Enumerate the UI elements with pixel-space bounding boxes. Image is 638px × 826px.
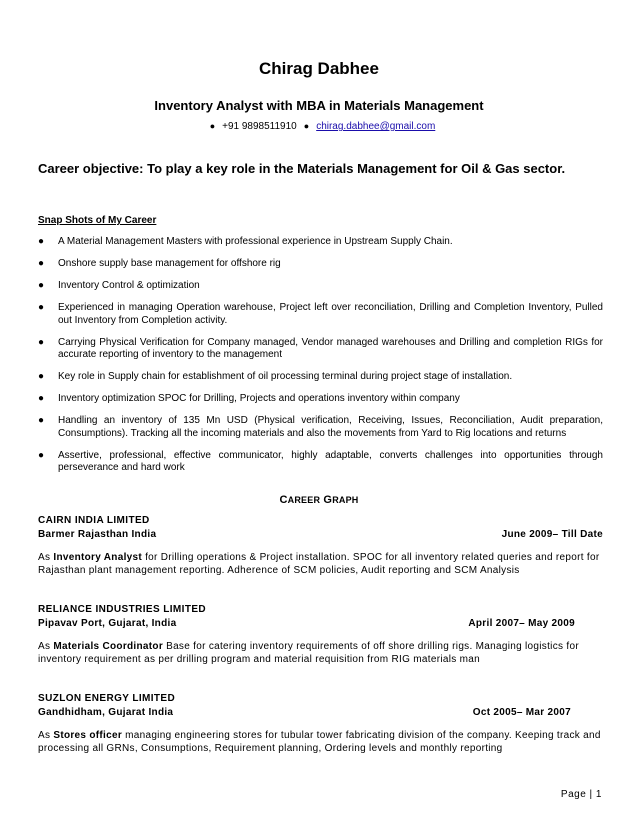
job-entry-cairn	[38, 514, 603, 577]
bullet-icon: ●	[38, 449, 45, 461]
candidate-subtitle: Inventory Analyst with MBA in Materials Management	[154, 98, 484, 113]
candidate-name: Chirag Dabhee	[259, 59, 379, 78]
career-objective: Career objective: To play a key role in the Materials Management for Oil & Gas sector.	[38, 161, 566, 176]
snapshot-list	[38, 236, 603, 484]
bullet-icon: ●	[38, 415, 45, 426]
bullet-icon: ●	[38, 371, 45, 382]
job-location-row	[38, 706, 603, 720]
bullet-icon: ●	[38, 393, 45, 404]
company-name: SUZLON ENERGY LIMITED	[38, 693, 176, 704]
job-role: Materials Coordinator	[53, 641, 164, 652]
list-item: ● Onshore supply base management for offshore rig	[38, 258, 281, 269]
bullet-icon: ●	[38, 280, 45, 291]
job-location: Gandhidham, Gujarat India	[38, 707, 174, 718]
job-dates: April 2007– May 2009	[468, 618, 575, 629]
contact-line	[0, 121, 638, 132]
bullet-icon: ●	[38, 336, 45, 348]
list-item: ● Inventory Control & optimization	[38, 280, 200, 291]
company-name: RELIANCE INDUSTRIES LIMITED	[38, 604, 207, 615]
list-item: ● Experienced in managing Operation warehouse, Project left over reconciliation, Drilling and Completion Inventory, Pulled out Inventory from Completion activity.	[38, 302, 603, 326]
job-description: As Inventory Analyst for Drilling operations & Project installation. SPOC for all inventory related queries and report for Rajasthan plant management reporting. Adherence of SCM policies, Audit reporting and SCM Analysis	[38, 552, 600, 576]
list-item: ● A Material Management Masters with professional experience in Upstream Supply Chain.	[38, 236, 453, 247]
company-name: CAIRN INDIA LIMITED	[38, 515, 150, 526]
page-number: Page | 1	[560, 789, 602, 800]
bullet-icon: ●	[38, 258, 45, 269]
job-location-row	[38, 617, 603, 631]
email-link[interactable]: chirag.dabhee@gmail.com	[316, 121, 436, 132]
list-item: ● Inventory optimization SPOC for Drilling, Projects and operations inventory within company	[38, 393, 460, 404]
job-location: Pipavav Port, Gujarat, India	[38, 618, 177, 629]
career-graph-heading: CAREER GRAPH	[279, 494, 359, 506]
job-description: As Materials Coordinator Base for catering inventory requirements of off shore drilling rigs. Managing logistics for inventory requirement as per drilling program and material requisition from RIG materials man	[38, 641, 579, 665]
job-role: Stores officer	[53, 730, 123, 741]
bullet-icon: ●	[38, 302, 45, 313]
snapshot-title: Snap Shots of My Career	[38, 215, 157, 226]
job-entry-reliance	[38, 603, 603, 666]
job-location: Barmer Rajasthan India	[38, 529, 157, 540]
list-item: ● Carrying Physical Verification for Company managed, Vendor managed warehouses and Drilling and completion RIGs for accurate reporting of inventory to the management	[38, 336, 603, 360]
bullet-icon: ●	[38, 236, 45, 247]
job-role: Inventory Analyst	[53, 552, 142, 563]
phone-number: +91 9898511910	[222, 121, 297, 132]
job-location-row	[38, 528, 603, 542]
bullet-icon: ●	[209, 121, 216, 131]
list-item: ● Handling an inventory of 135 Mn USD (Physical verification, Receiving, Issues, Reconciliation, Audit preparation, Consumptions). Tracking all the incoming materials and also the movements from Yard to Rig locations and returns	[38, 415, 603, 439]
list-item: ● Assertive, professional, effective communicator, highly adaptable, converts challenges into opportunities through perseverance and hard work	[38, 449, 603, 473]
bullet-icon: ●	[303, 121, 310, 131]
job-dates: June 2009– Till Date	[501, 529, 603, 540]
job-dates: Oct 2005– Mar 2007	[472, 707, 571, 718]
list-item: ● Key role in Supply chain for establishment of oil processing terminal during project stage of installation.	[38, 371, 513, 382]
job-description: As Stores officer managing engineering stores for tubular tower fabricating division of the company. Keeping track and processing all GRNs, Consumptions, Requirement planning, Ordering levels and monthly reporting	[38, 730, 601, 754]
job-entry-suzlon	[38, 692, 603, 755]
